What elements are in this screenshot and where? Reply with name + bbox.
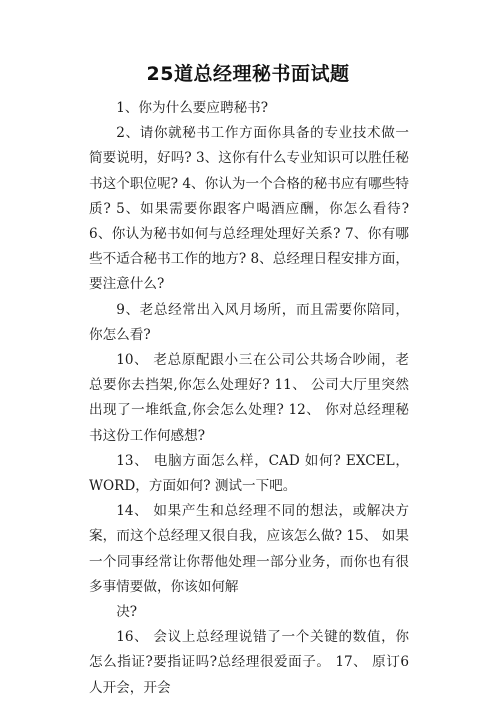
paragraph-q9: 9、老总经常出入风月场所，而且需要你陪同，你怎么看?	[89, 301, 409, 343]
paragraph-q15-end: 决?	[116, 604, 138, 621]
paragraph-q10-q12: 10、 老总原配跟小三在公司公共场合吵闹，老总要你去挡架,你怎么处理好? 11、 公司大厅里突然出现了一堆纸盒,你会怎么处理? 12、 你对总经理秘书这份工作何感想?	[89, 352, 409, 444]
paragraph-q2-q8: 2、请你就秘书工作方面你具备的专业技术做一简要说明，好吗? 3、这你有什么专业知识可以胜任秘书这个职位呢? 4、你认为一个合格的秘书应有哪些特质? 5、如果需要你跟客户喝酒应酬，你怎么看待? 6、你认为秘书如何与总经理处理好关系? 7、你有哪些不适合秘书工作的地方? 8、总经理日程安排方面，要注意什么?	[89, 125, 409, 293]
paragraph-q16-q17: 16、 会议上总经理说错了一个关键的数值，你怎么指证?要指证吗?总经理很爱面子。 17、 原订6人开会，开会	[89, 629, 409, 696]
paragraph-q14-q15: 14、 如果产生和总经理不同的想法，或解决方案，而这个总经理又很自我，应该怎么做? 15、 如果一个同事经常让你帮他处理一部分业务，而你也有很多事情要做，你该如何解	[89, 503, 409, 595]
paragraph-q13: 13、 电脑方面怎么样，CAD 如何? EXCEL，WORD，方面如何? 测试一下吧。	[89, 452, 409, 495]
document-body	[89, 96, 409, 701]
paragraph-q1: 1、你为什么要应聘秘书?	[116, 100, 269, 116]
document-title: 25道总经理秘书面试题	[146, 63, 350, 85]
